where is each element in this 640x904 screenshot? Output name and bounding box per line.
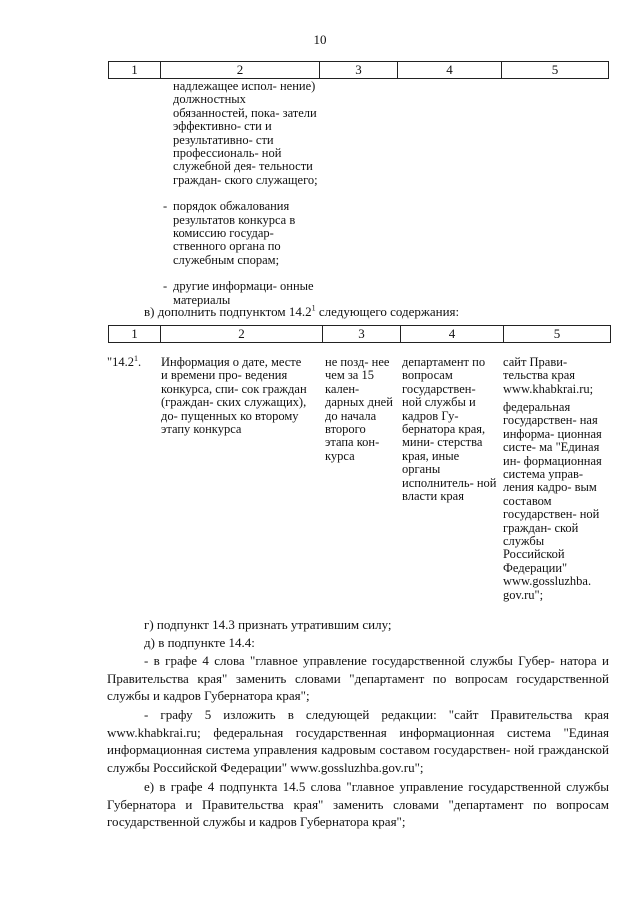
col-header-4: 4 [401, 326, 504, 343]
intro-paragraph [144, 303, 614, 321]
intro-text-end: следующего содержания: [315, 304, 460, 319]
page-number: 10 [313, 32, 327, 47]
continued-cell-list [163, 80, 323, 307]
list-item [163, 200, 323, 267]
col-header-3: 3 [320, 62, 398, 79]
col-header-1: 1 [109, 326, 161, 343]
row-number-text: "14.2 [107, 355, 134, 369]
paragraph-g: г) подпункт 14.3 признать утратившим силу; [144, 617, 392, 632]
row-number-dot: . [137, 355, 142, 369]
col-header-1: 1 [109, 62, 161, 79]
cell-publication-system: федеральная государствен- ная информа- ционная систе- ма "Единая ин- формационная система управ- ления кадро- вым составом государствен- ной граждан- ской службы Российской Федерации" www.gossluzhba. gov.ru"; [503, 400, 602, 602]
list-item-text: порядок обжалования результатов конкурса в комиссию государ- ственного органа по служебным спорам; [173, 199, 296, 267]
row-number [107, 353, 157, 369]
cell-information: Информация о дате, месте и времени про- ведения конкурса, спи- сок граждан (граждан- ских служащих), до- пущенных ко второму этапу конкурса [161, 355, 307, 437]
paragraph-d1: - в графе 4 слова "главное управление государственной службы Губер- натора и Правительства края" заменить словами "департамент по вопросам государственной службы и кадров Губернатора края"; [107, 653, 609, 704]
col-header-5: 5 [502, 62, 609, 79]
col-header-5: 5 [504, 326, 611, 343]
paragraph-d2: - графу 5 изложить в следующей редакции: "сайт Правительства края www.khabkrai.ru; федеральная государственная информационная система "Единая информационная система управления кадровым составом государствен- ной гражданской службы Российской Федерации" www.gossluzhba.gov.ru"; [107, 707, 609, 775]
cell-responsible: департамент по вопросам государствен- ной службы и кадров Гу- бернатора края, мини- стерства края, иные органы исполнитель- ной власти края [402, 355, 497, 504]
table-new-row-header [108, 325, 611, 343]
intro-text: в) дополнить подпунктом 14.2 [144, 304, 312, 319]
dash-marker: - [163, 199, 168, 214]
table-continuation-header [108, 61, 609, 79]
list-item-text: другие информаци- онные материалы [173, 279, 314, 307]
superscript: 1 [133, 353, 138, 363]
paragraph-d: д) в подпункте 14.4: [144, 635, 255, 650]
col-header-4: 4 [398, 62, 502, 79]
continued-cell-text: надлежащее испол- нение) должностных обязанностей, пока- затели эффективно- сти и результативно- сти профессиональ- ной служебной дея- тельности граждан- ского служащего; [173, 79, 318, 187]
superscript: 1 [311, 303, 316, 313]
paragraph-e: е) в графе 4 подпункта 14.5 слова "главное управление государственной службы Губернатора и Правительства края" заменить словами "департамент по вопросам государственной службы и кадров Губернатора края"; [107, 779, 609, 830]
dash-marker: - [163, 279, 168, 294]
cell-publication-site: сайт Прави- тельства края www.khabkrai.ru; [503, 355, 594, 396]
col-header-3: 3 [323, 326, 401, 343]
col-header-2: 2 [161, 326, 323, 343]
col-header-2: 2 [161, 62, 320, 79]
cell-deadline: не позд- нее чем за 15 кален- дарных дней до начала второго этапа кон- курса [325, 355, 393, 463]
